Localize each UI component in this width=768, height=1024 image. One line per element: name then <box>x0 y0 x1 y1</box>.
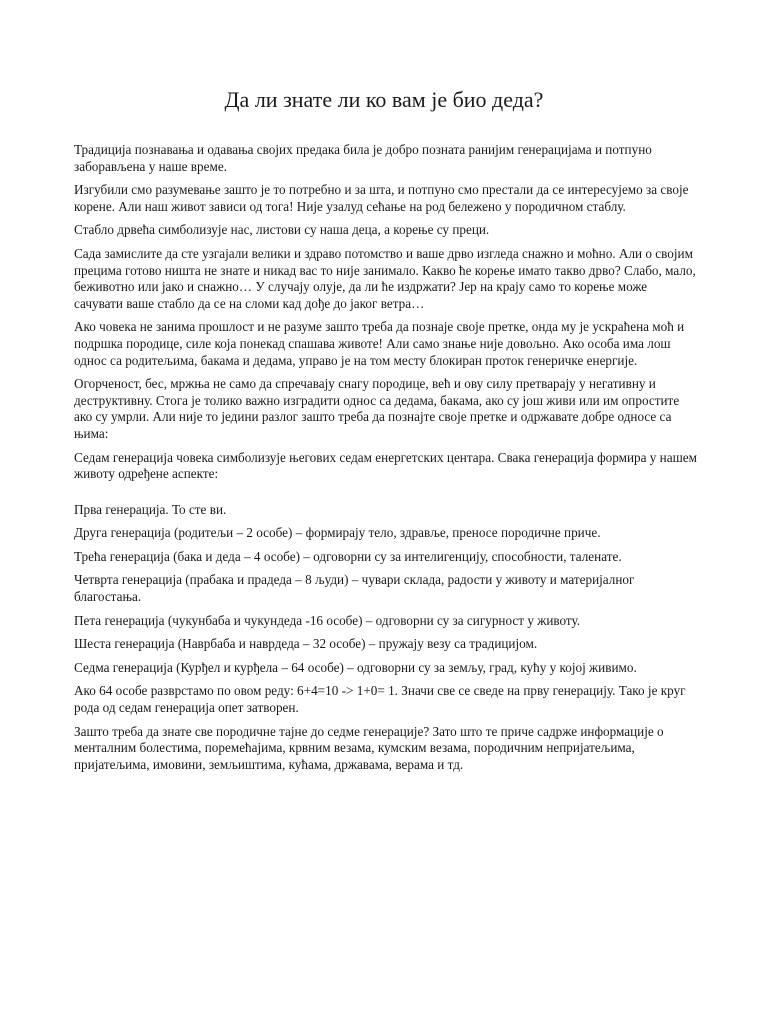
paragraph-imagine: Сада замислите да сте узгајали велики и здраво потомство и ваше дрво изгледа снажно и моћно. Али о својим прецима готово ништа не знате и никад вас то није занимало. Какво ће корење имато такво дрво? Слабо, мало, беживотно или јако и снажно… У случају олује, да ли ће издржати? Јер на крају само то корење може сачувати ваше стабло да се на сломи кад дође до јаког ветра… <box>74 245 696 311</box>
paragraph-past: Ако човека не занима прошлост и не разуме зашто треба да познаје своје претке, онда му је ускраћена моћ и подршка породице, силе која понекад спашава животе! Али само знање није довољно. Ако особа има лош однос са родитељима, бакама и дедама, управо је на том месту блокиран проток генеричке енергије. <box>74 319 685 368</box>
paragraph-tree-symbol: Стабло дрвећа симболизује нас, листови су наша деца, а корење су преци. <box>74 222 490 238</box>
page-title: Да ли знате ли ко вам је био деда? <box>224 87 544 112</box>
paragraph-seven-generations: Седам генерација човека симболизује његових седам енергетских центара. Свака генерација формира у нашем животу одређене аспекте: <box>74 449 697 482</box>
list-item-generation-7: Седма генерација (Курђел и курђела – 64 особе) – одговорни су за земљу, град, кућу у којој живимо. <box>74 659 637 675</box>
list-item-generation-3: Трећа генерација (бака и деда – 4 особе) – одговорни су за интелигенцију, способности, таленате. <box>74 548 622 564</box>
list-item-generation-4: Четврта генерација (прабака и прадеда – 8 људи) – чувари склада, радости у животу и материјалног благостања. <box>74 572 635 605</box>
paragraph-why-know: Зашто треба да знате све породичне тајне до седме генерације? Зато што те приче садрже информације о менталним болестима, поремећајима, крвним везама, кумским везама, породичним непријатељима, пријатељима, имовини, земљиштима, кућама, државама, верама и тд. <box>74 723 664 772</box>
paragraph-tradition: Традиција познавања и одавања својих предака била је добро позната ранијим генерацијама и потпуно заборављена у наше време. <box>74 142 652 174</box>
list-item-generation-6: Шеста генерација (Наврбаба и наврдеда – 32 особе) – пружају везу са традицијом. <box>74 636 538 652</box>
paragraph-sum: Ако 64 особе разврстамо по овом реду: 6+4=10 -> 1+0= 1. Значи све се сведе на прву генерацију. Тако је круг рода од седам генерација опет затворен. <box>74 683 686 716</box>
list-item-generation-1: Прва генерација. То сте ви. <box>74 501 227 517</box>
article-body <box>74 142 698 780</box>
paragraph-lost-understanding: Изгубили смо разумевање зашто је то потребно и за шта, и потпуно смо престали да се интересујемо за своје корене. Али наш живот зависи од тога! Није узалуд сећање на род бележено у породичном стаблу. <box>74 182 689 214</box>
list-item-generation-5: Пета генерација (чукунбаба и чукундеда -16 особе) – одговорни су за сигурност у животу. <box>74 612 581 628</box>
list-item-generation-2: Друга генерација (родитељи – 2 особе) – формирају тело, здравље, преносе породичне приче. <box>74 525 601 541</box>
paragraph-bitterness: Огорченост, бес, мржња не само да спречавају снагу породице, већ и ову силу претварају у негативну и деструктивну. Стога је толико важно изградити однос са дедама, бакама, ако су још живи или им опростите ако су умрли. Али није то једини разлог зашто треба да познајте своје претке и одржавате добре односе са њима: <box>74 376 680 441</box>
